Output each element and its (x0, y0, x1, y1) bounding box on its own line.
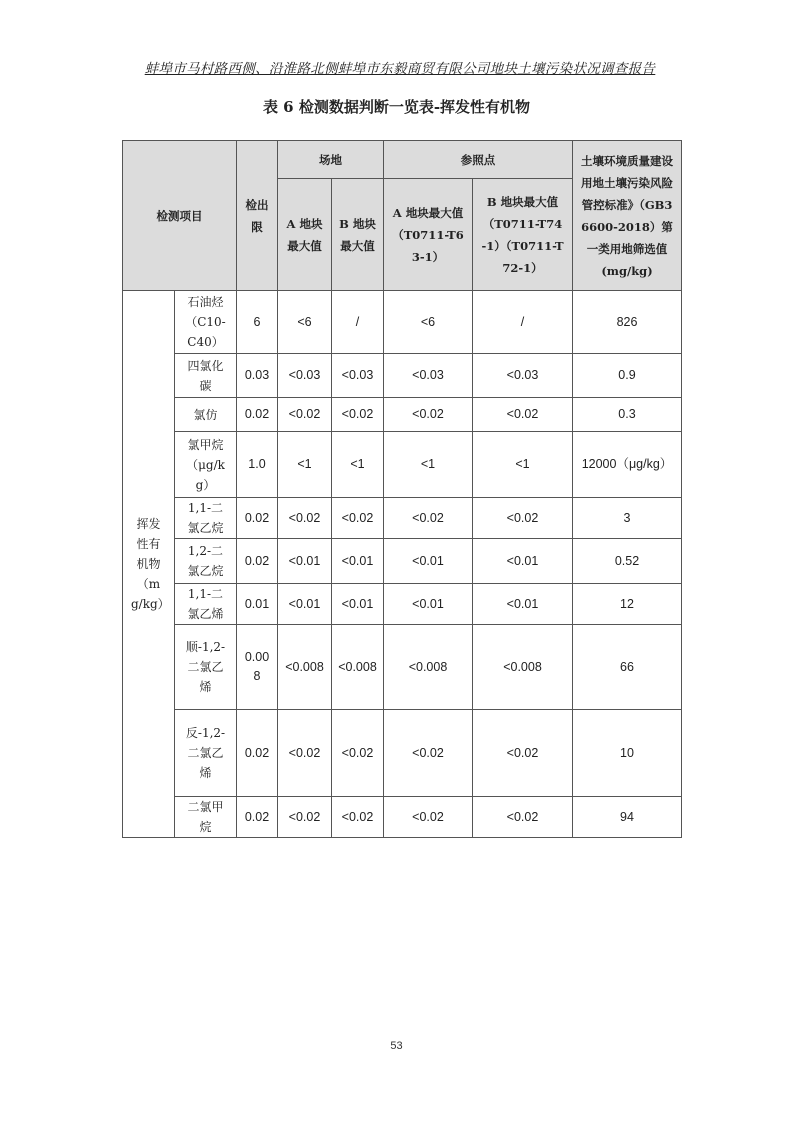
standard-cell: 0.3 (573, 398, 682, 432)
limit-cell: 0.03 (237, 354, 278, 398)
table-row (123, 584, 682, 625)
standard-cell: 66 (573, 625, 682, 710)
ref-a-cell: <0.01 (384, 584, 473, 625)
limit-cell: 1.0 (237, 432, 278, 498)
header-site-b: B 地块最大值 (332, 179, 384, 291)
ref-b-cell: <0.02 (473, 398, 573, 432)
table-row (123, 710, 682, 797)
limit-cell: 0.02 (237, 398, 278, 432)
standard-cell: 3 (573, 498, 682, 539)
ref-a-cell: <0.02 (384, 498, 473, 539)
ref-b-cell: <0.02 (473, 710, 573, 797)
ref-a-cell: <0.02 (384, 797, 473, 838)
site-a-cell: <0.01 (278, 539, 332, 584)
ref-a-cell: <6 (384, 291, 473, 354)
ref-b-cell: <0.01 (473, 584, 573, 625)
ref-b-cell: <0.02 (473, 498, 573, 539)
compound-name: 石油烃（C10-C40） (175, 291, 237, 354)
table-row (123, 432, 682, 498)
site-a-cell: <0.008 (278, 625, 332, 710)
header-site-a: A 地块最大值 (278, 179, 332, 291)
site-b-cell: <0.008 (332, 625, 384, 710)
standard-cell: 0.9 (573, 354, 682, 398)
table-row (123, 498, 682, 539)
compound-name: 反-1,2-二氯乙烯 (175, 710, 237, 797)
site-b-cell: <0.02 (332, 710, 384, 797)
table-row (123, 797, 682, 838)
site-a-cell: <0.02 (278, 797, 332, 838)
ref-b-cell: <0.01 (473, 539, 573, 584)
compound-name: 四氯化碳 (175, 354, 237, 398)
header-ref-group: 参照点 (384, 141, 573, 179)
header-ref-b: B 地块最大值（T0711-T74-1）（T0711-T72-1） (473, 179, 573, 291)
site-a-cell: <0.02 (278, 398, 332, 432)
header-standard: 土壤环境质量建设用地土壤污染风险管控标准》（GB36600-2018）第一类用地筛选值(mg/kg) (573, 141, 682, 291)
ref-b-cell: <0.03 (473, 354, 573, 398)
ref-b-cell: <0.02 (473, 797, 573, 838)
ref-a-cell: <0.02 (384, 398, 473, 432)
site-b-cell: <0.01 (332, 539, 384, 584)
limit-cell: 0.02 (237, 498, 278, 539)
ref-a-cell: <0.03 (384, 354, 473, 398)
table-row (123, 539, 682, 584)
standard-cell: 12 (573, 584, 682, 625)
site-b-cell: <0.01 (332, 584, 384, 625)
table-title: 表 6 检测数据判断一览表-挥发性有机物 (262, 98, 531, 116)
site-a-cell: <0.02 (278, 710, 332, 797)
limit-cell: 0.02 (237, 539, 278, 584)
data-table (122, 140, 682, 838)
site-b-cell: <0.02 (332, 398, 384, 432)
site-a-cell: <1 (278, 432, 332, 498)
standard-cell: 0.52 (573, 539, 682, 584)
compound-name: 1,1-二氯乙烯 (175, 584, 237, 625)
standard-cell: 826 (573, 291, 682, 354)
table-row (123, 398, 682, 432)
ref-b-cell: <0.008 (473, 625, 573, 710)
table-row (123, 625, 682, 710)
site-b-cell: <1 (332, 432, 384, 498)
running-head: 蚌埠市马村路西侧、沿淮路北侧蚌埠市东毅商贸有限公司地块土壤污染状况调查报告 (144, 61, 656, 77)
site-b-cell: <0.02 (332, 797, 384, 838)
limit-cell: 0.008 (237, 625, 278, 710)
standard-cell: 94 (573, 797, 682, 838)
limit-cell: 6 (237, 291, 278, 354)
compound-name: 顺-1,2-二氯乙烯 (175, 625, 237, 710)
ref-a-cell: <0.02 (384, 710, 473, 797)
header-ref-a: A 地块最大值（T0711-T63-1） (384, 179, 473, 291)
limit-cell: 0.01 (237, 584, 278, 625)
compound-name: 二氯甲烷 (175, 797, 237, 838)
header-item: 检测项目 (123, 141, 237, 291)
site-a-cell: <0.01 (278, 584, 332, 625)
header-limit: 检出限 (237, 141, 278, 291)
compound-name: 氯甲烷（μg/kg） (175, 432, 237, 498)
category-cell: 挥发性有机物（mg/kg） (123, 291, 175, 838)
limit-cell: 0.02 (237, 797, 278, 838)
compound-name: 1,2-二氯乙烷 (175, 539, 237, 584)
compound-name: 氯仿 (175, 398, 237, 432)
table-row (123, 291, 682, 354)
standard-cell: 10 (573, 710, 682, 797)
site-a-cell: <0.02 (278, 498, 332, 539)
site-b-cell: / (332, 291, 384, 354)
ref-a-cell: <1 (384, 432, 473, 498)
site-b-cell: <0.03 (332, 354, 384, 398)
site-a-cell: <0.03 (278, 354, 332, 398)
limit-cell: 0.02 (237, 710, 278, 797)
ref-b-cell: <1 (473, 432, 573, 498)
site-a-cell: <6 (278, 291, 332, 354)
ref-a-cell: <0.01 (384, 539, 473, 584)
compound-name: 1,1-二氯乙烷 (175, 498, 237, 539)
header-site-group: 场地 (278, 141, 384, 179)
ref-b-cell: / (473, 291, 573, 354)
ref-a-cell: <0.008 (384, 625, 473, 710)
standard-cell: 12000（μg/kg） (573, 432, 682, 498)
table-row (123, 354, 682, 398)
page-number: 53 (390, 1040, 403, 1052)
site-b-cell: <0.02 (332, 498, 384, 539)
